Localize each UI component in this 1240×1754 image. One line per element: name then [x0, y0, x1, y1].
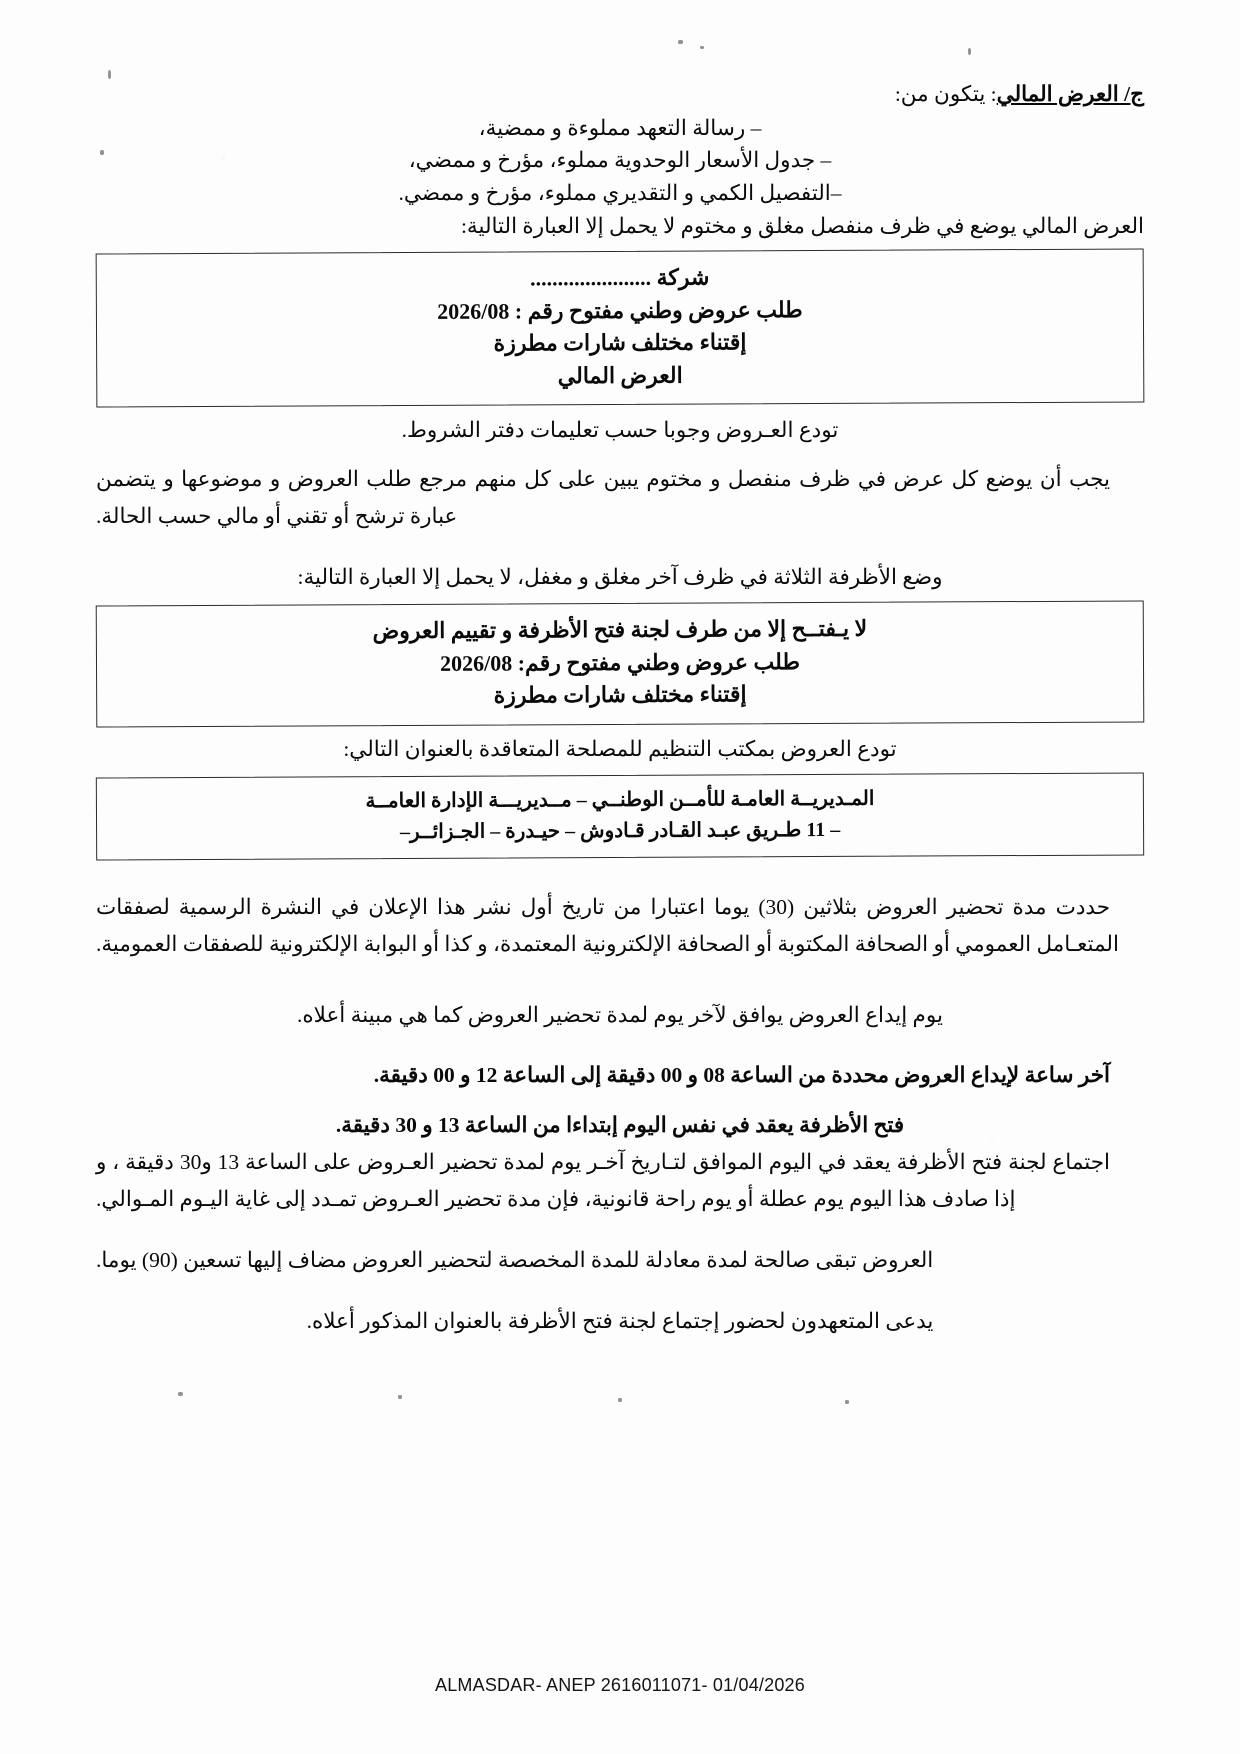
- box-line-do-not-open: لا يـفتــح إلا من طرف لجنة فتح الأظرفة و تقييم العروض: [372, 615, 868, 643]
- financial-offer-envelope-intro: العرض المالي يوضع في ظرف منفصل مغلق و مختوم لا يحمل إلا العبارة التالية:: [460, 213, 1144, 238]
- section-heading: [96, 78, 1144, 112]
- bidders-invitation-paragraph: يدعى المتعهدون لحضور إجتماع لجنة فتح الأظرفة بالعنوان المذكور أعلاه.: [306, 1308, 934, 1333]
- financial-offer-box: [96, 248, 1145, 407]
- deposit-day-paragraph: يوم إيداع العروض يوافق لآخر يوم لمدة تحضير العروض كما هي مبينة أعلاه.: [297, 1002, 943, 1027]
- document-body: [96, 78, 1144, 1339]
- box-line-tender-number: طلب عروض وطني مفتوح رقم : 2026/08: [437, 296, 803, 323]
- list-item: –التفصيل الكمي و التقديري مملوء، مؤرخ و ممضي.: [398, 180, 842, 205]
- sealed-envelope-box: [96, 600, 1145, 727]
- scan-speck: [178, 1392, 183, 1396]
- three-envelopes-paragraph: وضع الأظرفة الثلاثة في ظرف آخر مغلق و مغفل، لا يحمل إلا العبارة التالية:: [297, 565, 943, 590]
- address-line-street: – 11 طـريق عبـد القـادر قـادوش – حيـدرة – الجـزائــر–: [399, 818, 841, 843]
- last-deposit-hour-paragraph: آخر ساعة لإيداع العروض محددة من الساعة 08 و 00 دقيقة إلى الساعة 12 و 00 دقيقة.: [373, 1063, 1110, 1088]
- scan-speck: [398, 1395, 402, 1399]
- scan-speck: [618, 1398, 622, 1402]
- deposit-rule-paragraph: تودع العـروض وجوبا حسب تعليمات دفتر الشروط.: [401, 417, 839, 442]
- box-line-subject: إقتناء مختلف شارات مطرزة: [493, 681, 747, 708]
- scan-speck: [678, 40, 683, 44]
- committee-meeting-paragraph: اجتماع لجنة فتح الأظرفة يعقد في اليوم الموافق لتـاريخ آخـر يوم لمدة تحضير العـروض على الساعة 13 و30 دقيقة ، و إذا صادف هذا اليوم يوم عطلة أو يوم راحة قانونية، فإن مدة تحضير العـروض تمـدد إلى غاية اليـوم المـوالي.: [96, 1149, 1110, 1211]
- section-heading-rest: : يتكون من:: [894, 82, 997, 106]
- list-item: – رسالة التعهد مملوءة و ممضية،: [478, 115, 762, 140]
- scan-speck: [845, 1400, 849, 1404]
- box-line-subject: إقتناء مختلف شارات مطرزة: [493, 328, 747, 356]
- offer-validity-paragraph: العروض تبقى صالحة لمدة معادلة للمدة المخصصة لتحضير العروض مضاف إليها تسعين (90) يوما.: [96, 1247, 934, 1272]
- separate-envelope-paragraph: يجب أن يوضع كل عرض في ظرف منفصل و مختوم يبين على كل منهم مرجع طلب العروض و موضوعها و يتضمن عبارة ترشح أو تقني أو مالي حسب الحالة.: [96, 467, 1110, 529]
- box-line-company: شركة ......................: [530, 264, 710, 290]
- box-line-tender-number: طلب عروض وطني مفتوح رقم: 2026/08: [440, 648, 800, 676]
- box-line-offer-type: العرض المالي: [557, 361, 683, 388]
- list-item: – جدول الأسعار الوحدوية مملوء، مؤرخ و ممضي،: [408, 148, 832, 173]
- scan-speck: [700, 46, 704, 49]
- address-line-directorate: المـديريــة العامـة للأمــن الوطنــي – مــديريـــة الإدارة العامــة: [365, 787, 875, 813]
- deposit-address-intro: تودع العروض بمكتب التنظيم للمصلحة المتعاقدة بالعنوان التالي:: [343, 737, 897, 762]
- contracting-authority-address-box: [96, 772, 1144, 860]
- document-footer: ALMASDAR- ANEP 2616011071- 01/04/2026: [435, 1675, 805, 1695]
- scan-speck: [968, 48, 971, 55]
- envelope-opening-paragraph: فتح الأظرفة يعقد في نفس اليوم إبتداءا من الساعة 13 و 30 دقيقة.: [335, 1113, 905, 1138]
- section-heading-underlined: ج/ العرض المالي: [996, 82, 1144, 106]
- preparation-duration-paragraph: حددت مدة تحضير العروض بثلاثين (30) يوما اعتبارا من تاريخ أول نشر هذا الإعلان في النشرة الرسمية لصفقات المتعـامل العمومي أو الصحافة المكتوبة أو الصحافة الإلكترونية المعتمدة، و كذا أو البوابة الإلكترونية للصفقات العمومية.: [96, 894, 1119, 956]
- financial-offer-components-list: [96, 112, 1144, 210]
